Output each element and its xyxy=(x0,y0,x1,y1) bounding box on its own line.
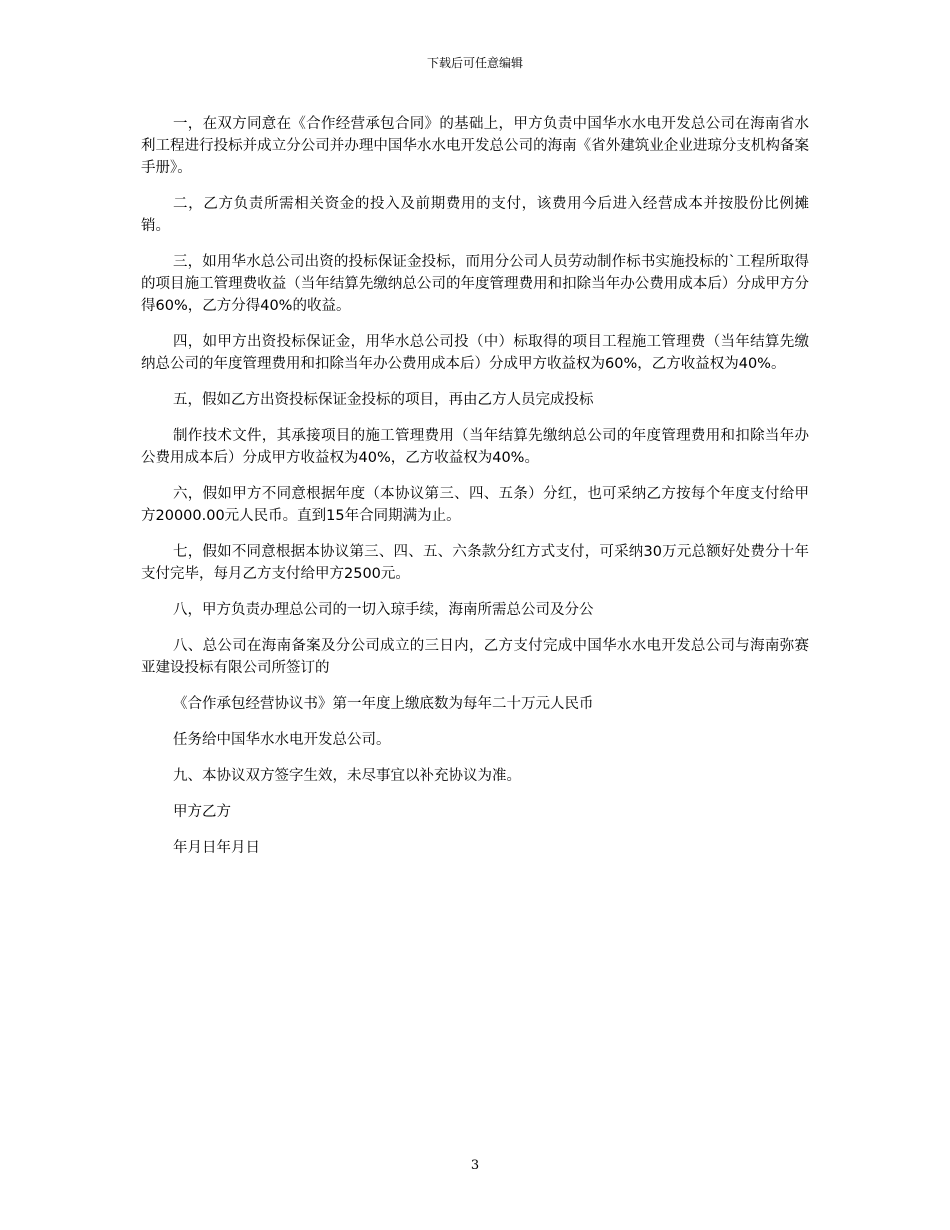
paragraph-12: 任务给中国华水水电开发总公司。 xyxy=(173,732,391,748)
signature-dates: 年月日年月日 xyxy=(173,840,260,856)
paragraph-8: 七，假如不同意根据本协议第三、四、五、六条款分红方式支付，可采纳30万元总额好处费分十年支付完毕，每月乙方支付给甲方2500元。 xyxy=(141,544,809,582)
paragraph-13: 九、本协议双方签字生效，未尽事宜以补充协议为准。 xyxy=(173,768,521,784)
paragraph-10: 八、总公司在海南备案及分公司成立的三日内，乙方支付完成中国华水水电开发总公司与海南弥赛亚建设投标有限公司所签订的 xyxy=(141,638,809,676)
paragraph-11: 《合作承包经营协议书》第一年度上缴底数为每年二十万元人民币 xyxy=(173,696,594,712)
paragraph-2: 二，乙方负责所需相关资金的投入及前期费用的支付，该费用今后进入经营成本并按股份比例摊销。 xyxy=(141,196,809,234)
signature-parties: 甲方乙方 xyxy=(173,804,231,820)
paragraph-7: 六，假如甲方不同意根据年度（本协议第三、四、五条）分红，也可采纳乙方按每个年度支付给甲方20000.00元人民币。直到15年合同期满为止。 xyxy=(141,486,809,524)
paragraph-6: 制作技术文件，其承接项目的施工管理费用（当年结算先缴纳总公司的年度管理费用和扣除当年办公费用成本后）分成甲方收益权为40%，乙方收益权为40%。 xyxy=(141,428,809,466)
paragraph-9: 八，甲方负责办理总公司的一切入琼手续，海南所需总公司及分公 xyxy=(173,602,594,618)
paragraph-4: 四，如甲方出资投标保证金，用华水总公司投（中）标取得的项目工程施工管理费（当年结算先缴纳总公司的年度管理费用和扣除当年办公费用成本后）分成甲方收益权为60%，乙方收益权为40%。 xyxy=(141,334,809,372)
page-number: 3 xyxy=(470,1158,480,1173)
paragraph-1: 一，在双方同意在《合作经营承包合同》的基础上，甲方负责中国华水水电开发总公司在海南省水利工程进行投标并成立分公司并办理中国华水水电开发总公司的海南《省外建筑业企业进琼分支机构备案手册》。 xyxy=(141,116,809,176)
paragraph-3: 三，如用华水总公司出资的投标保证金投标，而用分公司人员劳动制作标书实施投标的`工程所取得的项目施工管理费收益（当年结算先缴纳总公司的年度管理费用和扣除当年办公费用成本后）分成甲方分得60%，乙方分得40%的收益。 xyxy=(141,254,809,314)
page-header: 下载后可任意编辑 xyxy=(426,56,523,70)
document-body xyxy=(141,113,809,873)
paragraph-5: 五，假如乙方出资投标保证金投标的项目，再由乙方人员完成投标 xyxy=(173,392,594,408)
